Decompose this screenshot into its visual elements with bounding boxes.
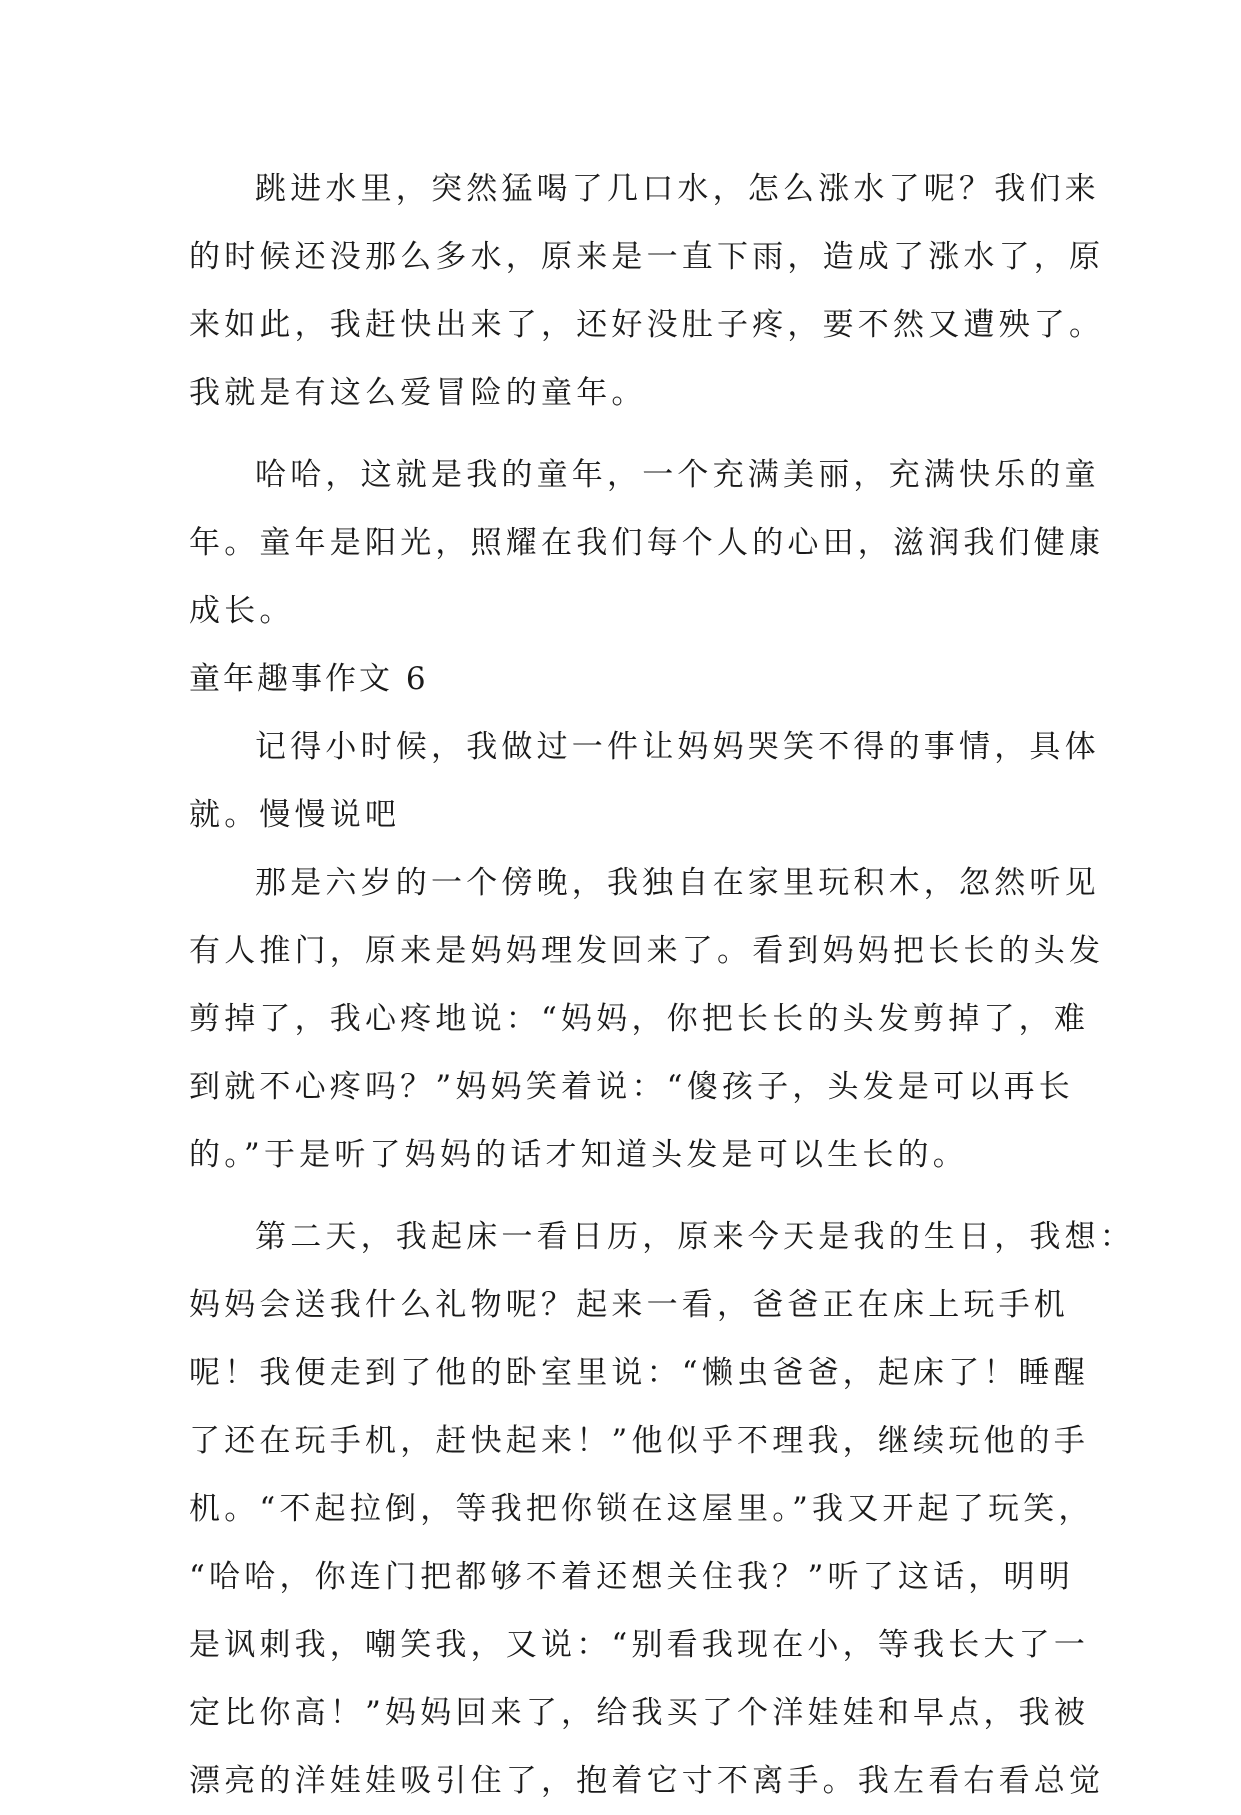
document-body <box>189 155 1135 1815</box>
text-line: 剪掉了，我心疼地说：“妈妈，你把长长的头发剪掉了，难 <box>189 1001 1090 1037</box>
paragraph <box>189 1203 1135 1815</box>
text-line: 的时候还没那么多水，原来是一直下雨，造成了涨水了，原 <box>189 239 1105 275</box>
paragraph <box>189 155 1105 427</box>
text-line: 了还在玩手机，赶快起来！”他似乎不理我，继续玩他的手 <box>189 1423 1090 1459</box>
text-line: 的。”于是听了妈妈的话才知道头发是可以生长的。 <box>189 1137 968 1173</box>
text-line: 哈哈，这就是我的童年，一个充满美丽，充满快乐的童 <box>255 457 1100 493</box>
paragraph <box>189 441 1105 645</box>
text-line: 呢！我便走到了他的卧室里说：“懒虫爸爸，起床了！睡醒 <box>189 1355 1090 1391</box>
section-heading: 童年趣事作文 6 <box>189 661 429 697</box>
text-line: 有人推门，原来是妈妈理发回来了。看到妈妈把长长的头发 <box>189 933 1105 969</box>
text-line: 就。慢慢说吧 <box>189 797 401 833</box>
text-line: 第二天，我起床一看日历，原来今天是我的生日，我想： <box>255 1219 1135 1255</box>
text-line: 成长。 <box>189 593 295 629</box>
section-heading-block <box>189 645 1049 713</box>
text-line: 定比你高！”妈妈回来了，给我买了个洋娃娃和早点，我被 <box>189 1695 1090 1731</box>
paragraph <box>189 849 1105 1189</box>
text-line: 来如此，我赶快出来了，还好没肚子疼，要不然又遭殃了。 <box>189 307 1105 343</box>
text-line: 机。“不起拉倒，等我把你锁在这屋里。”我又开起了玩笑， <box>189 1491 1094 1527</box>
text-line: “哈哈，你连门把都够不着还想关住我？”听了这话，明明 <box>189 1559 1074 1595</box>
paragraph <box>189 713 1100 849</box>
text-line: 记得小时候，我做过一件让妈妈哭笑不得的事情，具体 <box>255 729 1100 765</box>
text-line: 妈妈会送我什么礼物呢？起来一看，爸爸正在床上玩手机 <box>189 1287 1069 1323</box>
text-line: 漂亮的洋娃娃吸引住了，抱着它寸不离手。我左看右看总觉 <box>189 1763 1105 1799</box>
text-line: 是讽刺我，嘲笑我，又说：“别看我现在小，等我长大了一 <box>189 1627 1090 1663</box>
text-line: 年。童年是阳光，照耀在我们每个人的心田，滋润我们健康 <box>189 525 1105 561</box>
text-line: 到就不心疼吗？”妈妈笑着说：“傻孩子，头发是可以再长 <box>189 1069 1074 1105</box>
text-line: 那是六岁的一个傍晚，我独自在家里玩积木，忽然听见 <box>255 865 1100 901</box>
text-line: 跳进水里，突然猛喝了几口水，怎么涨水了呢？我们来 <box>255 171 1100 207</box>
text-line: 我就是有这么爱冒险的童年。 <box>189 375 647 411</box>
